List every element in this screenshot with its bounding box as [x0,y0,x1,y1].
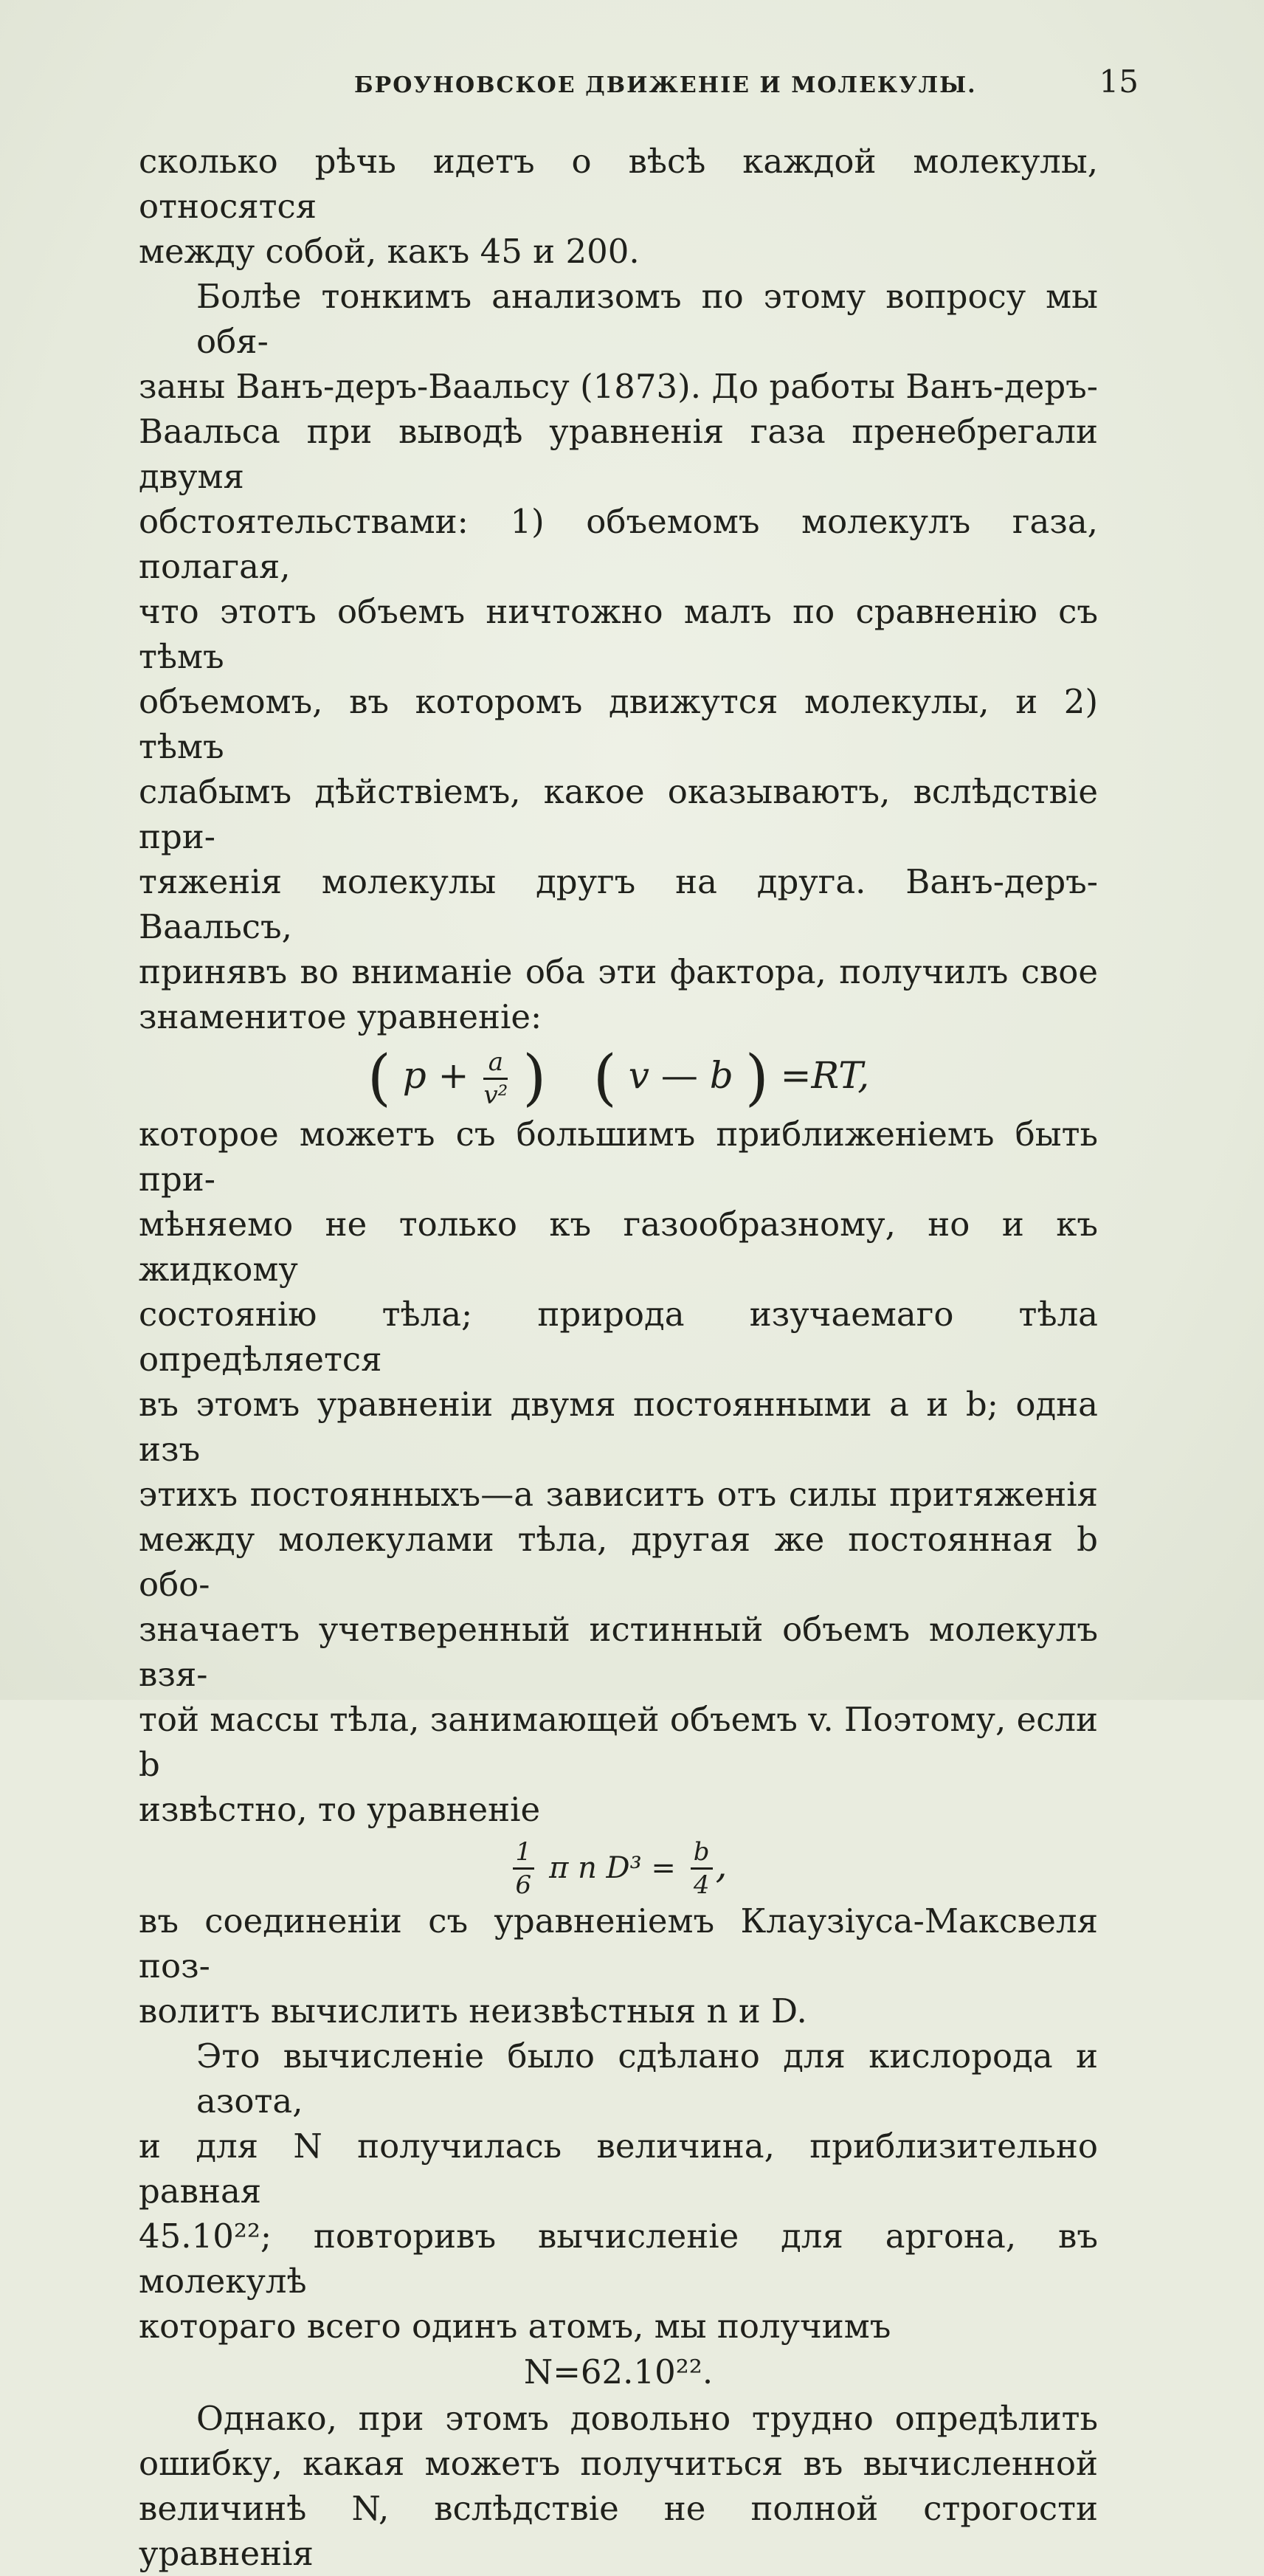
text-line: величинѣ N, вслѣдствіе не полной строгости уравненія [139,2489,1098,2573]
text-line: извѣстно, то уравненіе [139,1790,541,1829]
text-line: принявъ во вниманіе оба эти фактора, получилъ свое [139,952,1098,991]
page-header [140,63,1139,108]
text-line: сколько рѣчь идетъ о вѣсѣ каждой молекулы, относятся [139,142,1098,226]
symbol-b: b [709,1054,733,1097]
trailing-comma: , [715,1844,728,1887]
text-line: котораго всего одинъ атомъ, мы получимъ [139,2307,891,2346]
page-number: 15 [1099,63,1139,100]
paragraph-6 [139,2396,1098,2576]
paren-open: ( [593,1043,617,1113]
numerator-b: b [691,1839,713,1870]
text-line: слабымъ дѣйствіемъ, какое оказываютъ, вслѣдствіе при- [139,772,1098,856]
minus-sign: — [660,1054,698,1097]
avogadro-number-result [139,2349,1098,2396]
text-line: 45.10²²; повторивъ вычисленіе для аргона, въ молекулѣ [139,2217,1098,2301]
text-line: въ этомъ уравненіи двумя постоянными a и b; одна изъ [139,1385,1098,1469]
molecular-volume-equation [139,1832,1098,1898]
avogadro-formula: N=62.10²². [523,2352,714,2391]
paragraph-4 [139,1898,1098,2033]
paragraph-1 [139,139,1098,274]
paren-close: ) [745,1043,769,1113]
text-line: тяженія молекулы другъ на друга. Ванъ-деръ-Ваальсъ, [139,862,1098,946]
text-line: значаетъ учетверенный истинный объемъ молекулъ взя- [139,1610,1098,1694]
text-line: знаменитое уравненіе: [139,997,542,1036]
paragraph-5 [139,2033,1098,2349]
volume-expression: π n D³ = [549,1851,676,1885]
text-line: Однако, при этомъ довольно трудно опредѣлить [196,2399,1098,2438]
text-line: заны Ванъ-деръ-Ваальсу (1873). До работы Ванъ-деръ- [139,367,1098,406]
text-line: той массы тѣла, занимающей объемъ v. Поэтому, если b [139,1700,1098,1784]
text-line: которое можетъ съ большимъ приближеніемъ быть при- [139,1115,1098,1199]
denominator-4: 4 [693,1870,710,1900]
paren-open: ( [367,1043,391,1113]
text-line: этихъ постоянныхъ—a зависитъ отъ силы притяженія [139,1475,1098,1514]
symbol-v: v [628,1054,649,1097]
plus-sign: + [438,1054,469,1097]
text-line: объемомъ, въ которомъ движутся молекулы, и 2) тѣмъ [139,682,1098,766]
numerator-1: 1 [513,1839,535,1870]
fraction-a-over-v2 [483,1047,508,1110]
text-line: ошибку, какая можетъ получиться въ вычисленной [139,2444,1098,2483]
fraction-b-over-4 [691,1836,713,1900]
text-line: Это вычисленіе было сдѣлано для кислорода и азота, [196,2036,1098,2121]
text-line: состоянію тѣла; природа изучаемаго тѣла опредѣляется [139,1295,1098,1379]
denominator-v2: v² [483,1080,508,1110]
text-line: волитъ вычислить неизвѣстныя n и D. [139,1991,807,2031]
fraction-one-sixth [513,1836,535,1900]
van-der-waals-equation [139,1039,1098,1112]
paren-close: ) [522,1043,547,1113]
running-title: БРОУНОВСКОЕ ДВИЖЕНІЕ И МОЛЕКУЛЫ. [354,72,977,98]
text-line: и для N получилась величина, приблизительно равная [139,2126,1098,2211]
paragraph-2 [139,274,1098,1039]
paragraph-3 [139,1112,1098,1832]
numerator-a: a [483,1050,508,1080]
text-line: обстоятельствами: 1) объемомъ молекулъ газа, полагая, [139,502,1098,586]
text-line: Болѣе тонкимъ анализомъ по этому вопросу мы обя- [196,277,1098,361]
body-text [139,139,1098,2576]
text-line: Ваальса при выводѣ уравненія газа пренебрегали двумя [139,412,1098,496]
equation-rhs: =RT, [780,1054,870,1097]
symbol-p: p [402,1054,426,1097]
text-line: что этотъ объемъ ничтожно малъ по сравненію съ тѣмъ [139,592,1098,676]
text-line: мѣняемо не только къ газообразному, но и къ жидкому [139,1205,1098,1289]
text-line: въ соединеніи съ уравненіемъ Клаузіуса-Максвеля поз- [139,1901,1098,1986]
text-line: между молекулами тѣла, другая же постоянная b обо- [139,1520,1098,1604]
text-line: между собой, какъ 45 и 200. [139,232,640,271]
denominator-6: 6 [515,1870,532,1900]
